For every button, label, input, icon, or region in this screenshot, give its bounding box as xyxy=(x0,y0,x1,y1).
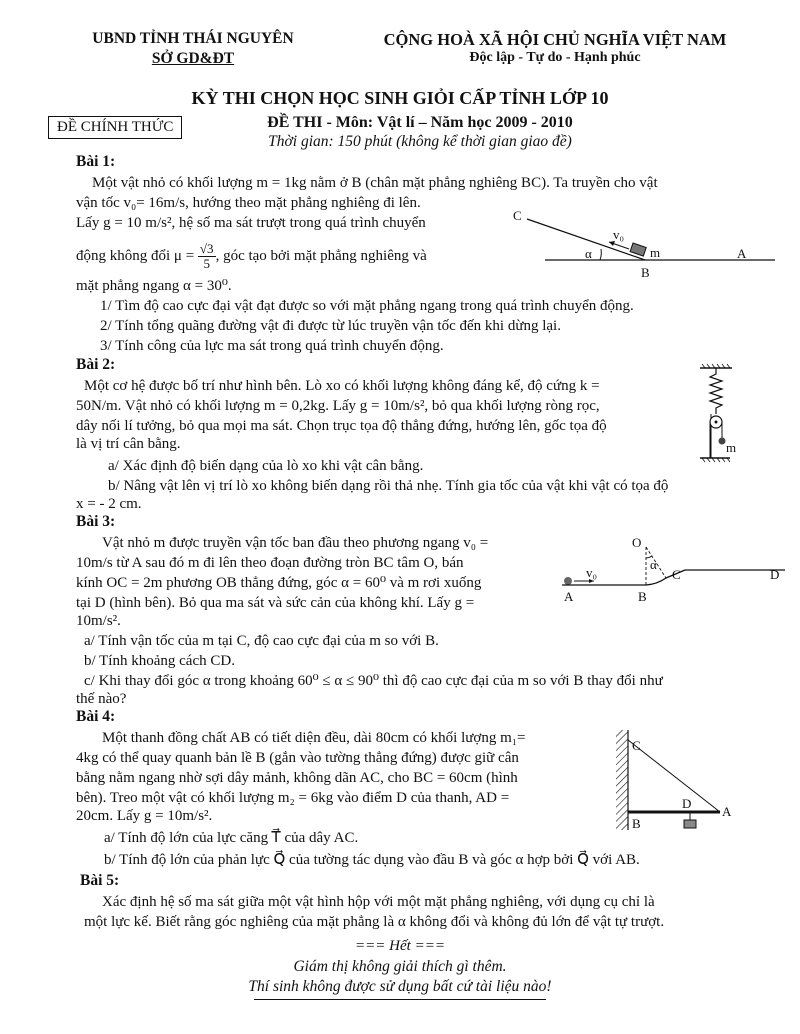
rope-AC xyxy=(628,740,720,812)
label-B4: B xyxy=(632,816,641,831)
header-right-line1: CỘNG HOÀ XÃ HỘI CHỦ NGHĨA VIỆT NAM xyxy=(383,30,727,49)
bai3-qb: b/ Tính khoảng cách CD. xyxy=(84,653,235,669)
bai4-line2: 4kg có thể quay quanh bản lề B (gắn vào tường thẳng đứng) được giữ cân xyxy=(76,750,519,766)
bai1-q3: 3/ Tính công của lực ma sát trong quá trình chuyển động. xyxy=(100,338,444,354)
track-arc xyxy=(646,578,666,585)
exam-time: Thời gian: 150 phút (không kể thời gian giao đề) xyxy=(268,133,572,150)
footer-note1: Giám thị không giải thích gì thêm. xyxy=(293,958,507,975)
label-D4: D xyxy=(682,796,692,811)
header-right-line2: Độc lập - Tự do - Hạnh phúc xyxy=(469,50,641,65)
bai5-heading: Bài 5: xyxy=(80,872,120,889)
header-left-line1: UBND TỈNH THÁI NGUYÊN xyxy=(92,30,294,47)
bai1-line5: mặt phẳng ngang α = 30⁰. xyxy=(76,278,232,294)
label-C3: C xyxy=(672,567,681,582)
bai3-line4: tại D (hình bên). Bỏ qua ma sát và sức cản của không khí. Lấy g = xyxy=(76,595,475,611)
bai2-line4: là vị trí cân bằng. xyxy=(76,436,181,452)
label-alpha: α xyxy=(585,246,592,261)
bai3-heading: Bài 3: xyxy=(76,513,116,530)
header-left-line2: SỞ GD&ĐT xyxy=(151,50,235,67)
bai5-line1: Xác định hệ số ma sát giữa một vật hình hộp với một mặt phẳng nghiêng, với dụng cụ chỉ là xyxy=(102,894,655,910)
bai3-qc2: thế nào? xyxy=(76,691,127,707)
label-D3: D xyxy=(770,567,780,582)
label-v03: v₀ xyxy=(586,565,598,580)
bai2-qb2: x = - 2 cm. xyxy=(76,496,142,512)
spring-pulley-figure xyxy=(690,362,750,467)
alpha-arc xyxy=(600,249,601,260)
mu-numerator: √3 xyxy=(199,241,214,256)
bai2-qa: a/ Xác định độ biến dạng của lò xo khi vật cân bằng. xyxy=(108,458,424,474)
bai3-qa: a/ Tính vận tốc của m tại C, độ cao cực đại của m so với B. xyxy=(84,633,439,649)
label-v0: v₀ xyxy=(613,227,625,242)
bai4-qa: a/ Tính độ lớn của lực căng T⃗ của dây AC. xyxy=(104,830,359,846)
bai3-line2: 10m/s từ A sau đó m đi lên theo đoạn đường tròn BC tâm O, bán xyxy=(76,555,464,571)
wall xyxy=(616,730,628,830)
bai2-heading: Bài 2: xyxy=(76,356,116,373)
official-badge: ĐỀ CHÍNH THỨC xyxy=(48,116,182,139)
bai1-line4a: động không đổi μ = xyxy=(76,247,195,264)
block-mass xyxy=(630,243,646,256)
bai4-heading: Bài 4: xyxy=(76,708,116,725)
bai2-line3: dây nối lí tưởng, bỏ qua mọi ma sát. Chọn trục tọa độ thẳng đứng, hướng lên, gốc tọa độ xyxy=(76,418,607,434)
bai2-line1: Một cơ hệ được bố trí như hình bên. Lò xo có khối lượng không đáng kể, độ cứng k = xyxy=(84,378,600,394)
bai4-line3: bằng nằm ngang nhờ sợi dây mảnh, không dãn AC, cho BC = 60cm (hình xyxy=(76,770,518,786)
footer-rule xyxy=(254,999,546,1000)
circular-track-figure xyxy=(560,534,790,606)
mu-denominator: 5 xyxy=(203,256,210,271)
bai4-line1: Một thanh đồng chất AB có tiết diện đều, dài 80cm có khối lượng m₁= xyxy=(102,730,526,746)
label-O: O xyxy=(632,535,642,550)
label-B: B xyxy=(641,265,650,280)
ball-m xyxy=(564,577,572,585)
footer-note2: Thí sinh không được sử dụng bất cứ tài liệu nào! xyxy=(248,978,552,995)
label-C: C xyxy=(513,208,522,223)
bai1-line2: vận tốc v₀= 16m/s, hướng theo mặt phẳng nghiêng đi lên. xyxy=(76,195,421,211)
label-A3: A xyxy=(564,589,574,604)
incline-figure xyxy=(505,205,780,290)
bai1-line3: Lấy g = 10 m/s², hệ số ma sát trượt trong quá trình chuyển xyxy=(76,215,426,231)
bai2-qb1: b/ Nâng vật lên vị trí lò xo không biến dạng rồi thả nhẹ. Tính gia tốc của vật khi vật có tọa độ xyxy=(108,478,669,494)
label-A: A xyxy=(737,246,747,261)
label-m2: m xyxy=(726,440,737,455)
bai4-line5: 20cm. Lấy g = 10m/s². xyxy=(76,808,213,824)
label-alpha3: α xyxy=(650,557,657,572)
exam-title: KỲ THI CHỌN HỌC SINH GIỎI CẤP TỈNH LỚP 10 xyxy=(191,88,609,108)
hanging-mass xyxy=(684,820,696,828)
bai1-line1: Một vật nhỏ có khối lượng m = 1kg nằm ở B (chân mặt phẳng nghiêng BC). Ta truyền cho vật xyxy=(92,175,658,191)
bai3-line3: kính OC = 2m phương OB thẳng đứng, góc α = 60⁰ và m rơi xuống xyxy=(76,575,482,591)
rod-wall-figure xyxy=(612,726,742,836)
bai1-line4b: , góc tạo bởi mặt phẳng nghiêng và xyxy=(215,247,427,264)
footer-end: === Hết === xyxy=(355,938,445,954)
label-C4: C xyxy=(632,738,641,753)
bai5-line2: một lực kế. Biết rằng góc nghiêng của mặt phẳng là α không đổi và không đủ lớn để vật tự trượt. xyxy=(84,914,665,930)
bai1-q1: 1/ Tìm độ cao cực đại vật đạt được so với mặt phẳng ngang trong quá trình chuyển động. xyxy=(100,298,634,314)
spring xyxy=(710,368,722,414)
bai4-line4: bên). Treo một vật có khối lượng m₂ = 6kg vào điểm D của thanh, AD = xyxy=(76,790,510,806)
exam-subject: ĐỀ THI - Môn: Vật lí – Năm học 2009 - 2010 xyxy=(267,114,573,131)
bai4-qb: b/ Tính độ lớn của phản lực Q⃗ của tường tác dụng vào đầu B và góc α hợp bởi Q⃗ với AB. xyxy=(104,852,640,868)
mu-fraction xyxy=(198,242,216,271)
label-B3: B xyxy=(638,589,647,604)
bai3-qc1: c/ Khi thay đổi góc α trong khoảng 60⁰ ≤ α ≤ 90⁰ thì độ cao cực đại của m so với B thay đổi như xyxy=(84,673,663,689)
label-A4: A xyxy=(722,804,732,819)
bai1-heading: Bài 1: xyxy=(76,153,116,170)
mass-ball xyxy=(719,438,726,445)
bai1-line4 xyxy=(76,242,427,271)
bai1-q2: 2/ Tính tổng quãng đường vật đi được từ lúc truyền vận tốc đến khi dừng lại. xyxy=(100,318,561,334)
label-m: m xyxy=(650,245,661,260)
bai3-line1: Vật nhỏ m được truyền vận tốc ban đầu theo phương ngang v₀ = xyxy=(102,535,489,551)
bai3-line5: 10m/s². xyxy=(76,613,121,629)
bai2-line2: 50N/m. Vật nhỏ có khối lượng m = 0,2kg. Lấy g = 10m/s², bỏ qua khối lượng ròng rọc, xyxy=(76,398,600,414)
